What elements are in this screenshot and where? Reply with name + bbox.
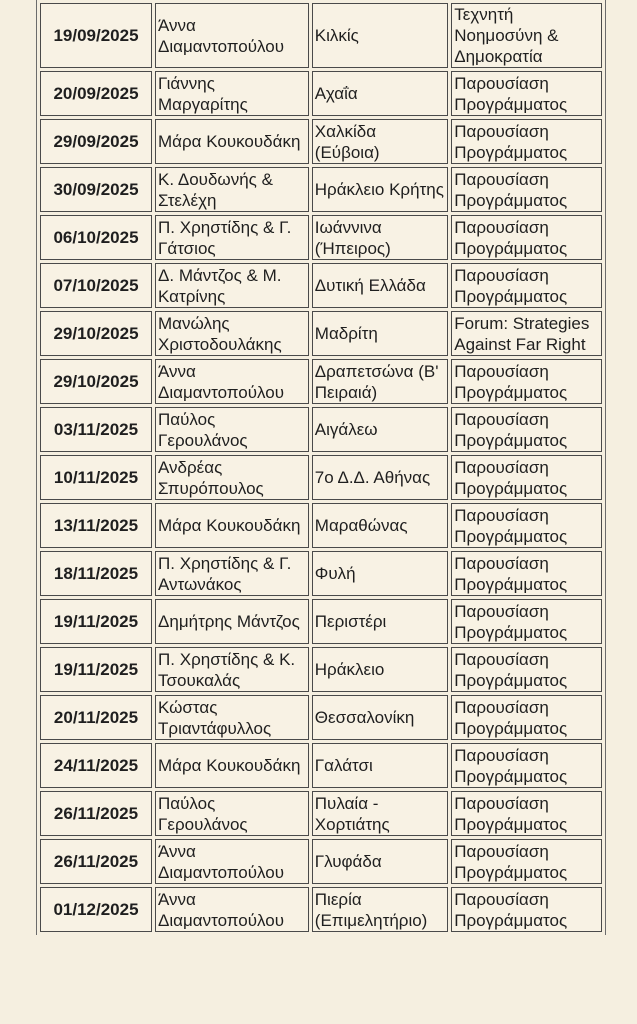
date-cell: 18/11/2025 xyxy=(40,551,152,596)
topic-cell: Παρουσίαση Προγράμματος xyxy=(451,791,602,836)
schedule-table xyxy=(36,0,606,935)
table-row xyxy=(40,887,602,932)
speaker-cell: Π. Χρηστίδης & Κ. Τσουκαλάς xyxy=(155,647,309,692)
topic-cell: Παρουσίαση Προγράμματος xyxy=(451,71,602,116)
topic-cell: Παρουσίαση Προγράμματος xyxy=(451,263,602,308)
topic-cell: Παρουσίαση Προγράμματος xyxy=(451,599,602,644)
date-cell: 07/10/2025 xyxy=(40,263,152,308)
place-cell: Ηράκλειο xyxy=(312,647,448,692)
place-cell: Δραπετσώνα (Β' Πειραιά) xyxy=(312,359,448,404)
date-cell: 10/11/2025 xyxy=(40,455,152,500)
schedule-table-body xyxy=(40,3,602,932)
place-cell: Γαλάτσι xyxy=(312,743,448,788)
date-cell: 26/11/2025 xyxy=(40,791,152,836)
date-cell: 03/11/2025 xyxy=(40,407,152,452)
date-cell: 01/12/2025 xyxy=(40,887,152,932)
topic-cell: Παρουσίαση Προγράμματος xyxy=(451,167,602,212)
place-cell: Αχαΐα xyxy=(312,71,448,116)
date-cell: 29/10/2025 xyxy=(40,311,152,356)
speaker-cell: Μάρα Κουκουδάκη xyxy=(155,743,309,788)
table-row xyxy=(40,167,602,212)
date-cell: 06/10/2025 xyxy=(40,215,152,260)
date-cell: 19/09/2025 xyxy=(40,3,152,68)
speaker-cell: Μάρα Κουκουδάκη xyxy=(155,119,309,164)
table-row xyxy=(40,215,602,260)
speaker-cell: Ανδρέας Σπυρόπουλος xyxy=(155,455,309,500)
date-cell: 26/11/2025 xyxy=(40,839,152,884)
date-cell: 29/10/2025 xyxy=(40,359,152,404)
date-cell: 30/09/2025 xyxy=(40,167,152,212)
table-row xyxy=(40,119,602,164)
topic-cell: Παρουσίαση Προγράμματος xyxy=(451,839,602,884)
topic-cell: Παρουσίαση Προγράμματος xyxy=(451,215,602,260)
table-row xyxy=(40,71,602,116)
speaker-cell: Π. Χρηστίδης & Γ. Αντωνάκος xyxy=(155,551,309,596)
table-row xyxy=(40,551,602,596)
place-cell: Πυλαία - Χορτιάτης xyxy=(312,791,448,836)
place-cell: Χαλκίδα (Εύβοια) xyxy=(312,119,448,164)
topic-cell: Παρουσίαση Προγράμματος xyxy=(451,407,602,452)
date-cell: 13/11/2025 xyxy=(40,503,152,548)
place-cell: Γλυφάδα xyxy=(312,839,448,884)
speaker-cell: Άννα Διαμαντοπούλου xyxy=(155,839,309,884)
place-cell: Πιερία (Επιμελητήριο) xyxy=(312,887,448,932)
date-cell: 19/11/2025 xyxy=(40,647,152,692)
date-cell: 19/11/2025 xyxy=(40,599,152,644)
place-cell: Ιωάννινα (Ήπειρος) xyxy=(312,215,448,260)
table-row xyxy=(40,3,602,68)
speaker-cell: Άννα Διαμαντοπούλου xyxy=(155,359,309,404)
place-cell: Δυτική Ελλάδα xyxy=(312,263,448,308)
topic-cell: Παρουσίαση Προγράμματος xyxy=(451,551,602,596)
table-row xyxy=(40,359,602,404)
date-cell: 20/11/2025 xyxy=(40,695,152,740)
topic-cell: Παρουσίαση Προγράμματος xyxy=(451,695,602,740)
topic-cell: Παρουσίαση Προγράμματος xyxy=(451,743,602,788)
table-row xyxy=(40,263,602,308)
place-cell: Ηράκλειο Κρήτης xyxy=(312,167,448,212)
speaker-cell: Κ. Δουδωνής & Στελέχη xyxy=(155,167,309,212)
table-row xyxy=(40,455,602,500)
table-row xyxy=(40,311,602,356)
table-row xyxy=(40,503,602,548)
date-cell: 24/11/2025 xyxy=(40,743,152,788)
speaker-cell: Κώστας Τριαντάφυλλος xyxy=(155,695,309,740)
speaker-cell: Παύλος Γερουλάνος xyxy=(155,407,309,452)
topic-cell: Παρουσίαση Προγράμματος xyxy=(451,119,602,164)
speaker-cell: Π. Χρηστίδης & Γ. Γάτσιος xyxy=(155,215,309,260)
table-row xyxy=(40,743,602,788)
place-cell: Φυλή xyxy=(312,551,448,596)
table-row xyxy=(40,839,602,884)
topic-cell: Παρουσίαση Προγράμματος xyxy=(451,647,602,692)
topic-cell: Forum: Strategies Against Far Right xyxy=(451,311,602,356)
date-cell: 20/09/2025 xyxy=(40,71,152,116)
speaker-cell: Δ. Μάντζος & Μ. Κατρίνης xyxy=(155,263,309,308)
topic-cell: Παρουσίαση Προγράμματος xyxy=(451,503,602,548)
date-cell: 29/09/2025 xyxy=(40,119,152,164)
table-row xyxy=(40,599,602,644)
speaker-cell: Μάρα Κουκουδάκη xyxy=(155,503,309,548)
table-row xyxy=(40,695,602,740)
place-cell: Μαδρίτη xyxy=(312,311,448,356)
place-cell: Αιγάλεω xyxy=(312,407,448,452)
place-cell: 7ο Δ.Δ. Αθήνας xyxy=(312,455,448,500)
speaker-cell: Γιάννης Μαργαρίτης xyxy=(155,71,309,116)
place-cell: Κιλκίς xyxy=(312,3,448,68)
topic-cell: Παρουσίαση Προγράμματος xyxy=(451,887,602,932)
table-row xyxy=(40,407,602,452)
topic-cell: Παρουσίαση Προγράμματος xyxy=(451,455,602,500)
table-row xyxy=(40,791,602,836)
place-cell: Περιστέρι xyxy=(312,599,448,644)
table-row xyxy=(40,647,602,692)
speaker-cell: Άννα Διαμαντοπούλου xyxy=(155,3,309,68)
speaker-cell: Μανώλης Χριστοδουλάκης xyxy=(155,311,309,356)
speaker-cell: Δημήτρης Μάντζος xyxy=(155,599,309,644)
place-cell: Θεσσαλονίκη xyxy=(312,695,448,740)
place-cell: Μαραθώνας xyxy=(312,503,448,548)
speaker-cell: Άννα Διαμαντοπούλου xyxy=(155,887,309,932)
topic-cell: Τεχνητή Νοημοσύνη & Δημοκρατία xyxy=(451,3,602,68)
topic-cell: Παρουσίαση Προγράμματος xyxy=(451,359,602,404)
speaker-cell: Παύλος Γερουλάνος xyxy=(155,791,309,836)
